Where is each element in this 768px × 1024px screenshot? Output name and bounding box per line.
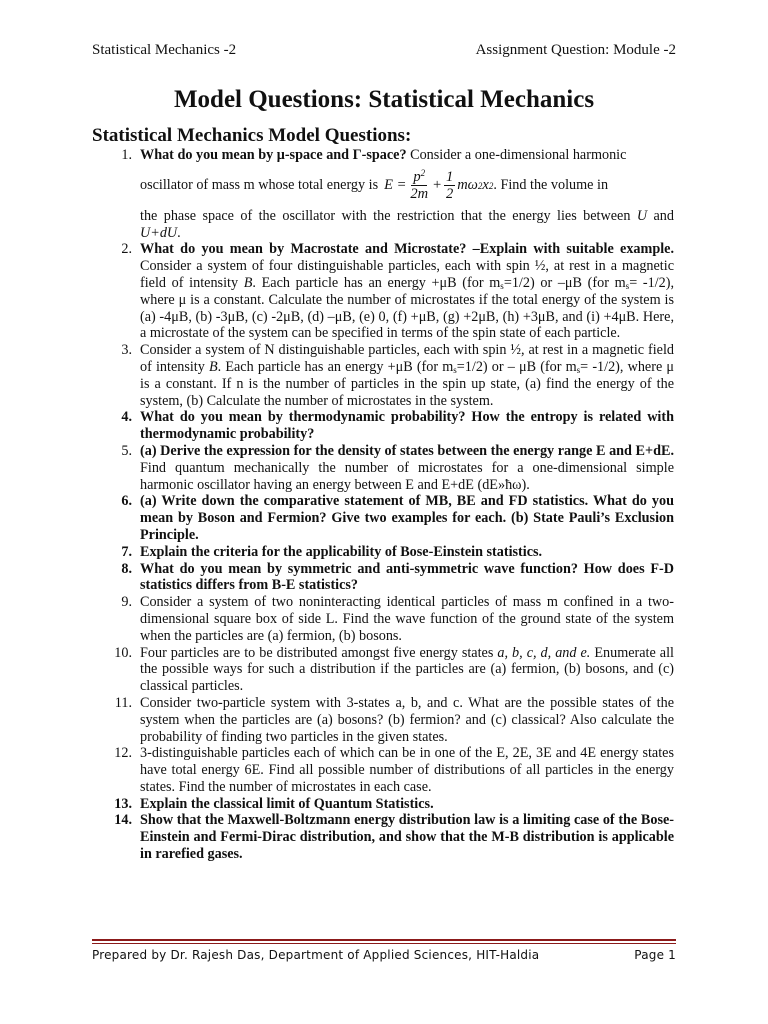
- question-bold-text: What do you mean by thermodynamic probability? How the entropy is related with thermodynamic probability?: [140, 409, 674, 443]
- section-subtitle: Statistical Mechanics Model Questions:: [92, 125, 412, 146]
- question-number: 6.: [121, 493, 132, 510]
- formula-lhs: E =: [384, 177, 407, 194]
- question-5: [92, 443, 674, 493]
- question-3: [92, 342, 674, 409]
- question-text: Consider a one-dimensional harmonic: [406, 147, 627, 163]
- question-bold-text: Explain the criteria for the applicability of Bose-Einstein statistics.: [140, 543, 543, 560]
- exponent: 2: [420, 168, 426, 179]
- question-10: [92, 645, 674, 695]
- question-11: [92, 695, 674, 745]
- question-number: 14.: [114, 812, 132, 829]
- subscript: s: [576, 364, 581, 375]
- subscript: s: [453, 364, 457, 375]
- question-number: 7.: [121, 543, 132, 560]
- symbol-U: U: [636, 207, 648, 224]
- question-number: 13.: [114, 795, 132, 812]
- footer-credit: Prepared by Dr. Rajesh Das, Department of Applied Sciences, HIT-Haldia: [92, 948, 540, 962]
- question-text: Consider a system of two noninteracting identical particles of mass m confined in a two-dimensional square box of side L. Find the wave function of the ground state of the system when the particles are (a) fermion, (b) bosons.: [140, 594, 674, 644]
- question-6: [92, 493, 674, 543]
- footer-divider-thin: [92, 943, 676, 944]
- question-text: Consider two-particle system with 3-states a, b, and c. What are the possible states of the system when the particles are (a) bosons? (b) fermion? and (c) classical? Also calculate the probability of finding two particles in the given states.: [140, 694, 674, 745]
- question-text: the phase space of the oscillator with the restriction that the energy lies between: [140, 207, 637, 224]
- question-number: 8.: [121, 560, 132, 577]
- fraction-half: [444, 169, 455, 202]
- question-text: 3-distinguishable particles each of which can be in one of the E, 2E, 3E and 4E energy states have total energy 6E. Find all possible number of distributions of all particles in the energy states. Find the number of microstates in each case.: [140, 745, 674, 795]
- running-header: [92, 42, 676, 62]
- question-text: =1/2) or –μB (for m: [503, 274, 626, 291]
- question-list: [92, 147, 674, 863]
- subscript: s: [500, 280, 504, 291]
- question-bold-text: (a) Write down the comparative statement of MB, BE and FD statistics. What do you mean by Boson and Fermion? Give two examples for each. (b) State Pauli’s Exclusion Principle.: [140, 493, 674, 543]
- question-1: [92, 147, 674, 241]
- question-text: oscillator of mass m whose total energy is: [140, 177, 379, 194]
- state-labels: a, b, c, d, and e.: [497, 644, 591, 661]
- question-text: Find quantum mechanically the number of microstates for a one-dimensional simple harmonic oscillator having an energy between E and E+dE (dE»ħω).: [140, 459, 674, 493]
- question-12: [92, 745, 674, 795]
- question-text: . Find the volume in: [493, 177, 609, 194]
- header-left: Statistical Mechanics -2: [92, 42, 237, 58]
- frac-denominator: 2m: [410, 186, 429, 203]
- question-text: Four particles are to be distributed amongst five energy states: [140, 644, 498, 661]
- frac-numerator: 1: [445, 169, 454, 186]
- plus-sign: +: [432, 177, 442, 194]
- question-number: 10.: [114, 644, 132, 661]
- question-number: 1.: [121, 147, 132, 163]
- question-bold-text: Explain the classical limit of Quantum Statistics.: [140, 795, 434, 812]
- fraction-kinetic: [408, 169, 430, 202]
- question-number: 12.: [114, 745, 132, 762]
- footer-divider-thick: [92, 939, 676, 941]
- question-text: Consider a system of four distinguishable particles, each with spin ½, at rest in a magnetic field of intensity: [140, 258, 674, 291]
- question-bold-text: Show that the Maxwell-Boltzmann energy distribution law is a limiting case of the Bose-Einstein and Fermi-Dirac distribution, and show that the M-B distribution is applicable in rarefied gases.: [140, 812, 674, 863]
- formula-x: x: [482, 177, 489, 194]
- question-text: = -1/2), where μ is a constant. Calculate the number of microstates if the total energy of the system is (a) -4μB, (b) -3μB, (c) -2μB, (d) –μB, (e) 0, (f) +μB, (g) +2μB, (h) +3μB, and (i) +4μB. Here, a microstate of the system can be specified in terms of the spin state of each particle.: [140, 274, 674, 342]
- question-bold-text: What do you mean by symmetric and anti-symmetric wave function? How does F-D statistics differs from B-E statistics?: [140, 560, 674, 594]
- question-4: [92, 409, 674, 443]
- question-text: .: [177, 224, 181, 241]
- question-text: Consider a system of N distinguishable particles, each with spin ½, at rest in a magnetic field of intensity: [140, 342, 674, 375]
- question-bold-text: (a) Derive the expression for the density of states between the energy range E and E+dE.: [140, 442, 674, 459]
- header-right: Assignment Question: Module -2: [475, 42, 676, 58]
- page-number: Page 1: [634, 948, 676, 962]
- page-footer: [92, 948, 676, 962]
- question-7: [92, 544, 674, 561]
- question-8: [92, 561, 674, 595]
- question-13: [92, 796, 674, 813]
- symbol-UdU: U+dU: [140, 224, 178, 241]
- page-title: Model Questions: Statistical Mechanics: [173, 86, 595, 113]
- question-number: 11.: [114, 694, 132, 711]
- question-text: . Each particle has an energy +μB (for m: [252, 274, 501, 291]
- question-number: 2.: [121, 241, 132, 258]
- question-text: and: [647, 207, 674, 224]
- frac-numerator: p: [413, 169, 421, 186]
- question-9: [92, 594, 674, 644]
- question-text: = -1/2), where μ is a constant. If n is the number of particles in the spin up state, (a) find the energy of the system, (b) Calculate the number of microstates in the system.: [140, 358, 674, 409]
- question-bold-text: What do you mean by μ-space and Γ-space?: [140, 147, 407, 163]
- energy-formula-line: [140, 166, 674, 206]
- energy-formula: E = $\frac{p^2}{2m}$ + $\frac{1}{2}$ mω 2 x 2: [384, 168, 494, 203]
- question-number: 5.: [121, 442, 132, 459]
- symbol-B: B: [208, 358, 218, 375]
- question-text: =1/2) or – μB (for m: [456, 358, 577, 375]
- symbol-B: B: [243, 274, 253, 291]
- formula-tail: mω: [457, 177, 478, 194]
- frac-denominator: 2: [445, 186, 454, 203]
- question-bold-text: What do you mean by Macrostate and Microstate? –Explain with suitable example.: [140, 241, 674, 258]
- question-14: [92, 812, 674, 862]
- question-2: [92, 241, 674, 342]
- question-number: 4.: [121, 409, 132, 426]
- question-number: 3.: [121, 342, 132, 359]
- question-text: . Each particle has an energy +μB (for m: [217, 358, 454, 375]
- question-text: Enumerate all the possible ways for such a distribution if the particles are (a) fermion, (b) bosons, and (c) classical particles.: [140, 644, 674, 695]
- subscript: s: [625, 280, 630, 291]
- question-number: 9.: [121, 594, 132, 611]
